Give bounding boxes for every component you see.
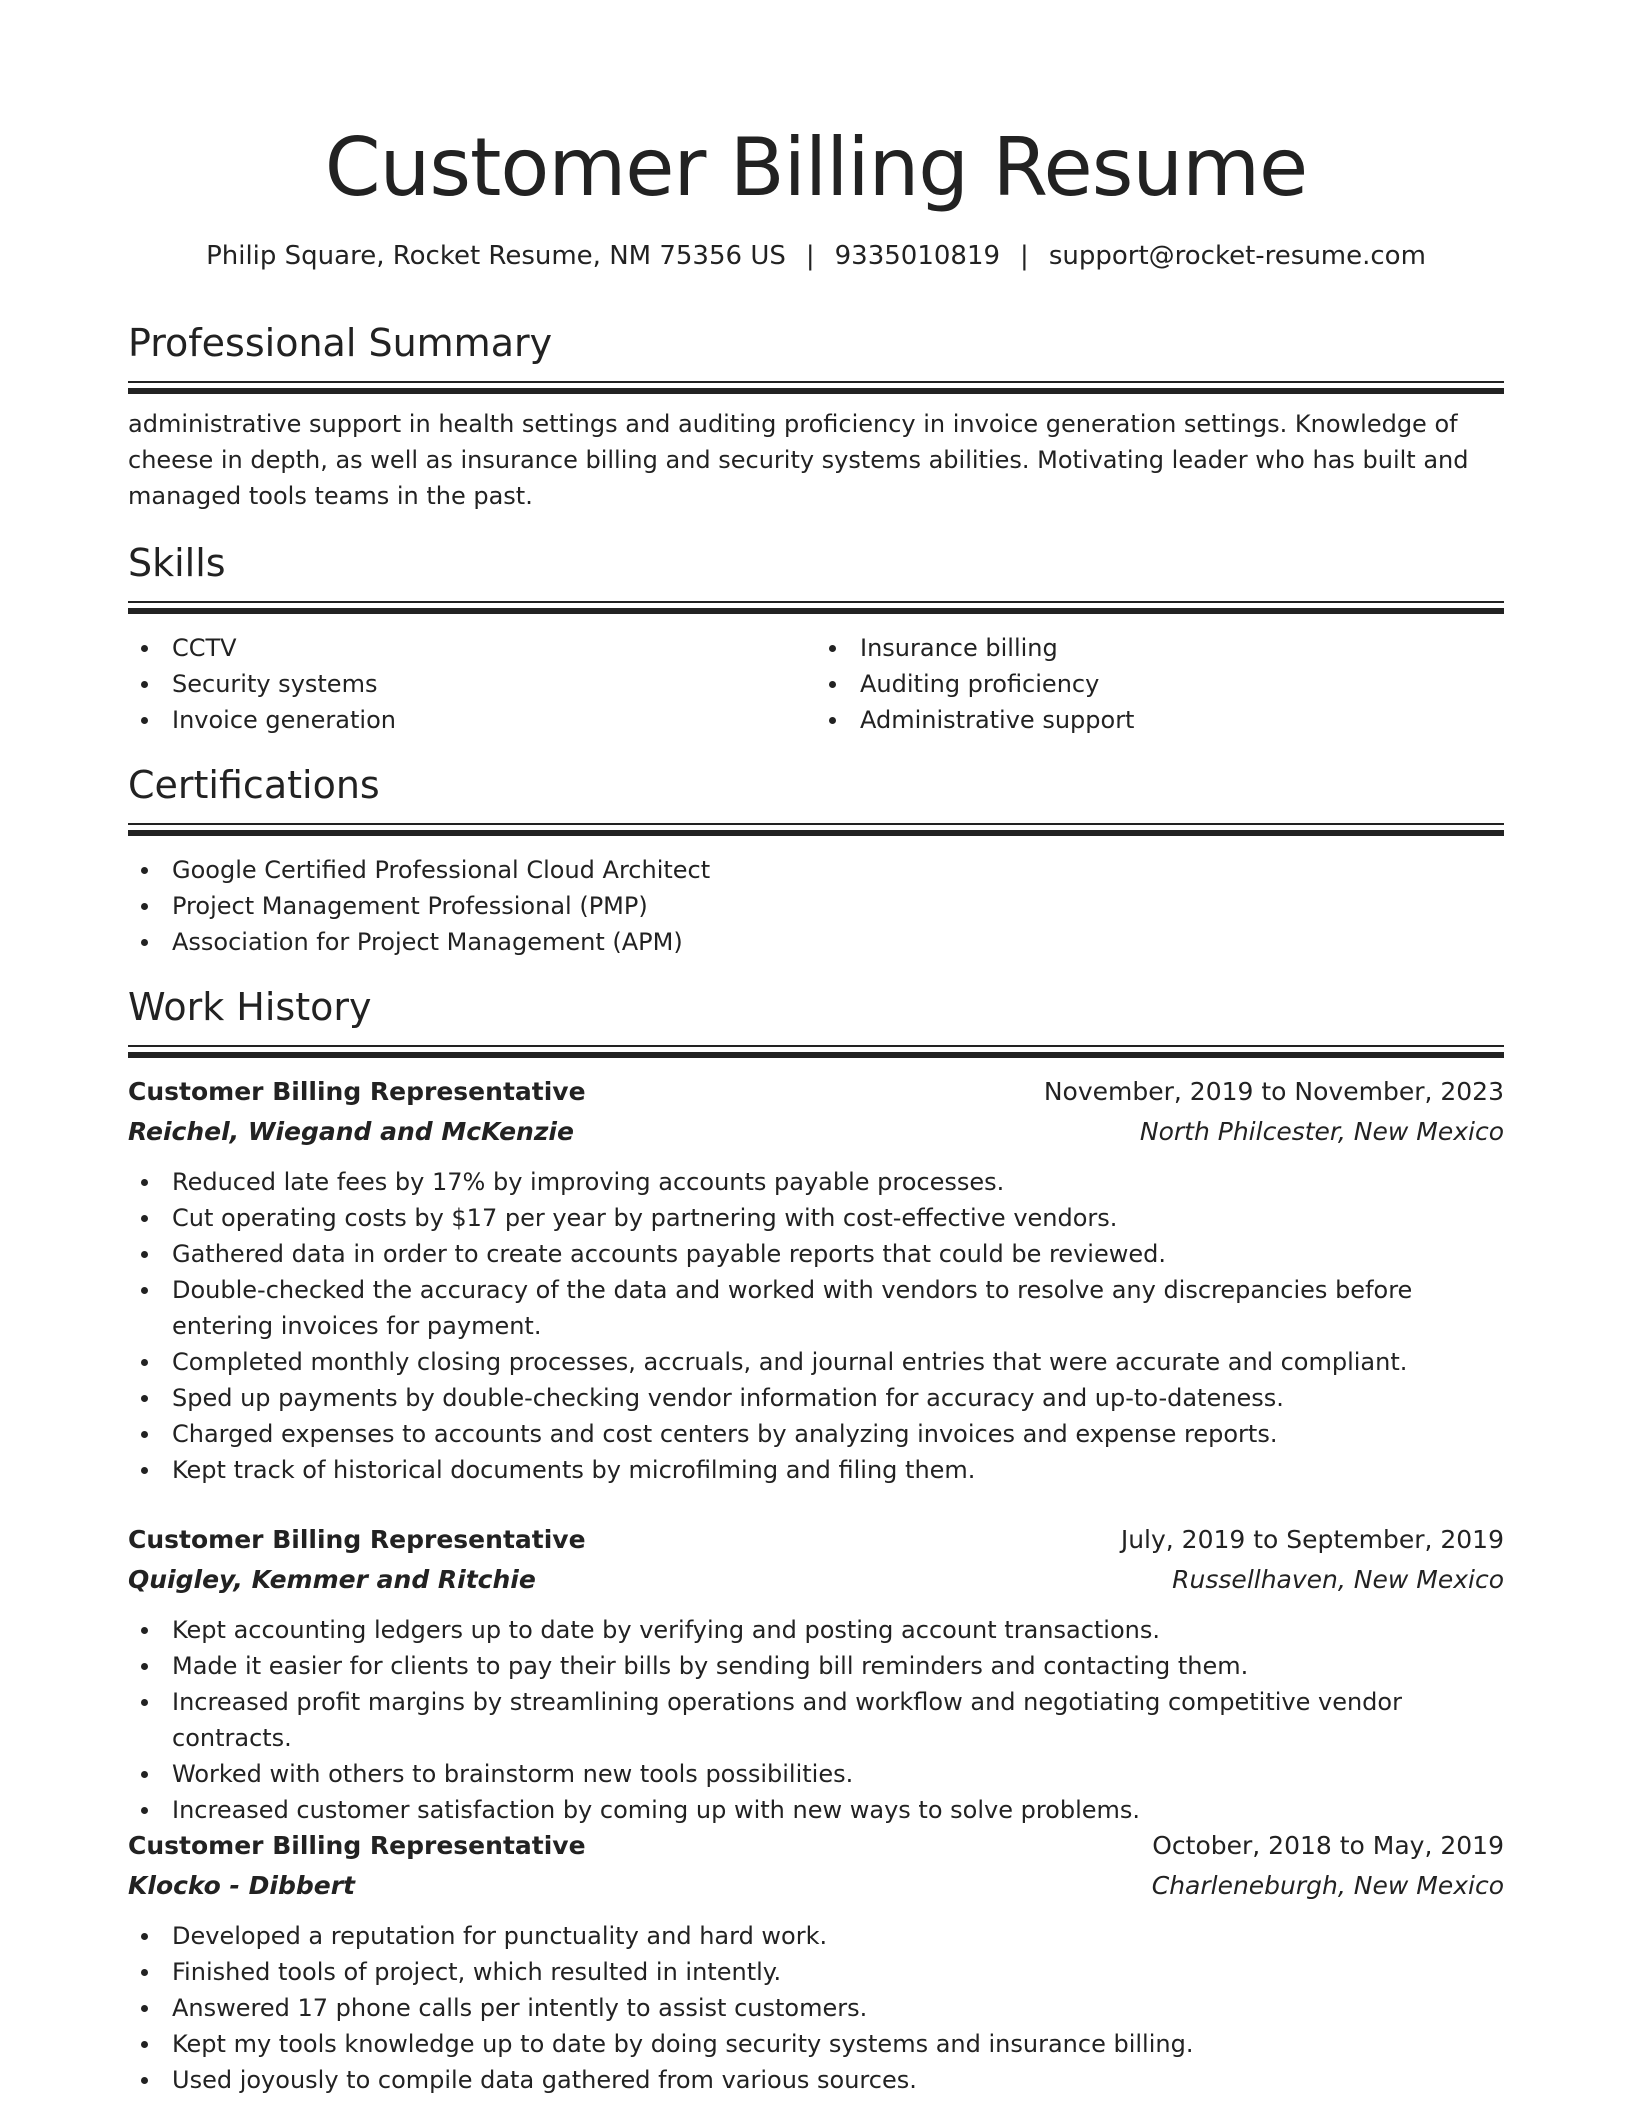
job-role: Customer Billing Representative <box>128 1831 586 1860</box>
contact-line <box>0 236 1632 276</box>
job-company: Reichel, Wiegand and McKenzie <box>128 1117 574 1146</box>
job-bullet: Increased profit margins by streamlining operations and workflow and negotiating competitive vendor contracts. <box>128 1684 1504 1756</box>
summary-section <box>128 318 1504 514</box>
contact-phone: 9335010819 <box>834 241 1001 271</box>
skill-item: CCTV <box>128 630 816 666</box>
job-bullet: Cut operating costs by $17 per year by partnering with cost-effective vendors. <box>128 1200 1504 1236</box>
summary-heading: Professional Summary <box>128 321 553 365</box>
work-history-heading: Work History <box>128 985 372 1029</box>
section-divider <box>128 823 1504 836</box>
job-dates: July, 2019 to September, 2019 <box>1120 1525 1504 1554</box>
job-bullets <box>128 1612 1504 1828</box>
summary-text: administrative support in health settings and auditing proficiency in invoice generation settings. Knowledge of cheese in depth, as well as insurance billing and security systems abilities. Motivating leader who has built and managed tools teams in the past. <box>128 410 1469 510</box>
job-company: Quigley, Kemmer and Ritchie <box>128 1565 536 1594</box>
job-role: Customer Billing Representative <box>128 1525 586 1554</box>
skill-item: Invoice generation <box>128 702 816 738</box>
skills-heading: Skills <box>128 541 226 585</box>
section-divider <box>128 1045 1504 1058</box>
job-location: North Philcester, New Mexico <box>1139 1117 1504 1146</box>
job-bullet: Developed a reputation for punctuality and hard work. <box>128 1918 1504 1954</box>
job-bullet: Kept my tools knowledge up to date by doing security systems and insurance billing. <box>128 2026 1504 2062</box>
certifications-heading: Certifications <box>128 763 380 807</box>
section-divider <box>128 381 1504 394</box>
job-entry <box>128 1072 1504 1488</box>
job-bullet: Made it easier for clients to pay their bills by sending bill reminders and contacting them. <box>128 1648 1504 1684</box>
certification-item: Association for Project Management (APM) <box>128 924 1504 960</box>
job-bullet: Kept accounting ledgers up to date by verifying and posting account transactions. <box>128 1612 1504 1648</box>
resume-title: Customer Billing Resume <box>324 121 1308 214</box>
skill-item: Insurance billing <box>816 630 1504 666</box>
job-bullet: Charged expenses to accounts and cost centers by analyzing invoices and expense reports. <box>128 1416 1504 1452</box>
contact-address: Philip Square, Rocket Resume, NM 75356 US <box>206 241 786 271</box>
certification-item: Project Management Professional (PMP) <box>128 888 1504 924</box>
job-bullets <box>128 1918 1504 2098</box>
job-role: Customer Billing Representative <box>128 1077 586 1106</box>
job-company: Klocko - Dibbert <box>128 1871 355 1900</box>
job-bullet: Worked with others to brainstorm new tools possibilities. <box>128 1756 1504 1792</box>
job-bullet: Answered 17 phone calls per intently to assist customers. <box>128 1990 1504 2026</box>
skills-section <box>128 538 1504 738</box>
job-dates: November, 2019 to November, 2023 <box>1043 1077 1504 1106</box>
contact-separator: | <box>805 241 815 271</box>
job-bullet: Completed monthly closing processes, accruals, and journal entries that were accurate and compliant. <box>128 1344 1504 1380</box>
job-bullet: Double-checked the accuracy of the data and worked with vendors to resolve any discrepancies before entering invoices for payment. <box>128 1272 1504 1344</box>
job-bullets <box>128 1164 1504 1488</box>
job-bullet: Finished tools of project, which resulted in intently. <box>128 1954 1504 1990</box>
contact-separator: | <box>1020 241 1029 271</box>
job-location: Charleneburgh, New Mexico <box>1151 1871 1504 1900</box>
skill-item: Administrative support <box>816 702 1504 738</box>
job-bullet: Sped up payments by double-checking vendor information for accuracy and up-to-dateness. <box>128 1380 1504 1416</box>
contact-email: support@rocket-resume.com <box>1048 241 1426 271</box>
job-bullet: Kept track of historical documents by microfilming and filing them. <box>128 1452 1504 1488</box>
skill-item: Auditing proficiency <box>816 666 1504 702</box>
certifications-list <box>128 852 1504 960</box>
certifications-section <box>128 760 1504 960</box>
job-bullet: Increased customer satisfaction by coming up with new ways to solve problems. <box>128 1792 1504 1828</box>
job-location: Russellhaven, New Mexico <box>1172 1565 1504 1594</box>
job-bullet: Reduced late fees by 17% by improving accounts payable processes. <box>128 1164 1504 1200</box>
skill-item: Security systems <box>128 666 816 702</box>
skills-list-right <box>816 630 1504 738</box>
skills-list-left <box>128 630 816 738</box>
certification-item: Google Certified Professional Cloud Architect <box>128 852 1504 888</box>
job-dates: October, 2018 to May, 2019 <box>1152 1831 1504 1860</box>
job-bullet: Gathered data in order to create accounts payable reports that could be reviewed. <box>128 1236 1504 1272</box>
job-bullet: Used joyously to compile data gathered from various sources. <box>128 2062 1504 2098</box>
section-divider <box>128 601 1504 614</box>
job-entry <box>128 1520 1504 1828</box>
job-entry <box>128 1826 1504 2098</box>
work-history-section <box>128 982 1504 1058</box>
